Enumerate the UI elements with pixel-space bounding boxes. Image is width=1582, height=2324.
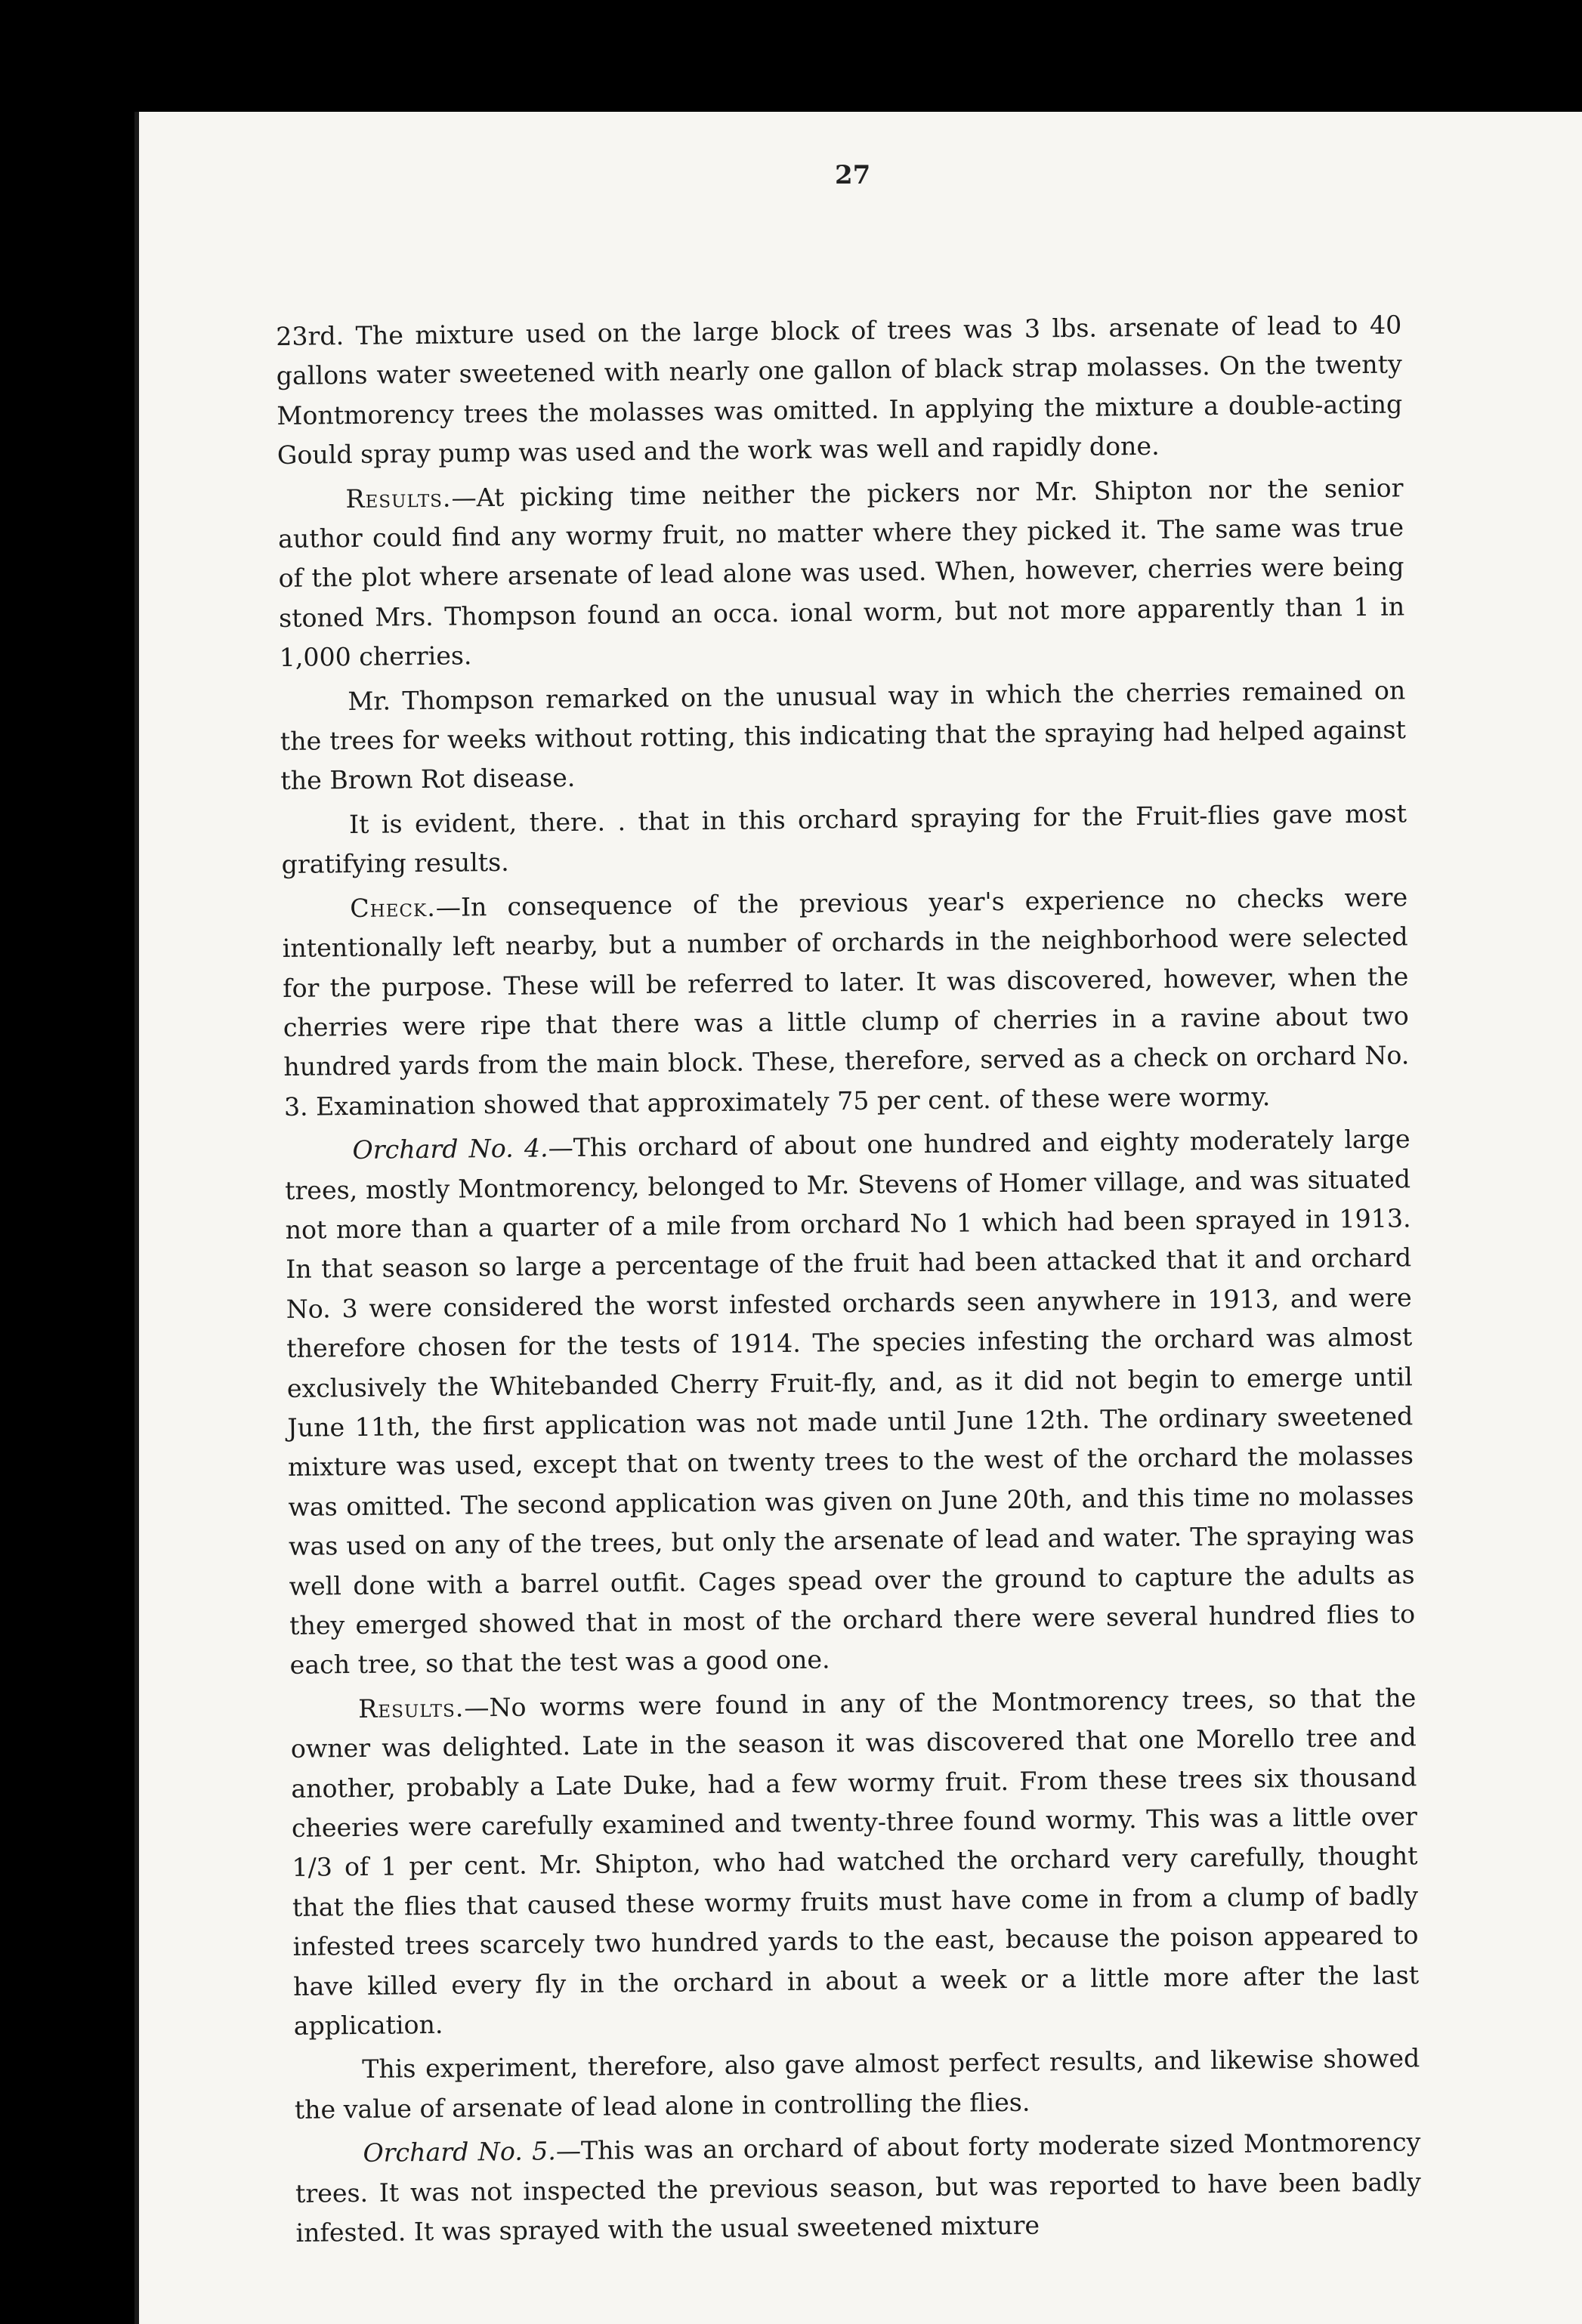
paragraph [282,878,1410,1127]
paragraph-text: —In consequence of the previous year's experience no checks were intentionally left nearby, but a number of orchards in the neighborhood were selected for the purpose. These will be referred to later. It was discovered, however, when the cherries were ripe that there was a little clump of cherries in a ravine about two hundred yards from the main block. These, therefore, served as a check on orchard No. 3. Examination showed that approximately 75 per cent. of these were wormy. [282,882,1410,1122]
section-lead: Check. [349,892,436,923]
paragraph [294,2039,1420,2130]
paragraph [277,468,1405,678]
body-text [276,305,1422,2253]
paragraph-text: —No worms were found in any of the Montmorency trees, so that the owner was delighted. Late in the season it was discovered that one Morello tree and another, probably a Late Duke, had a few wormy fruit. From these trees six thousand cheeries were carefully examined and twenty-three found wormy. This was a little over 1/3 of 1 per cent. Mr. Shipton, who had watched the orchard very carefully, thought that the flies that caused these wormy fruits must have come in from a clump of badly infested trees scarcely two hundred yards to the east, because the poison appeared to have killed every fly in the orchard in about a week or a little more after the last application. [290,1683,1420,2041]
paragraph [290,1678,1420,2046]
paragraph-text: It is evident, there. . that in this orchard spraying for the Fruit-flies gave most gratifying results. [281,798,1407,880]
section-lead: Orchard No. 4. [352,1133,548,1165]
paragraph [280,671,1407,801]
section-lead: Results. [358,1693,465,1724]
paragraph-text: —This was an orchard of about forty moderate sized Montmorency trees. It was not inspected the previous season, but was reported to have been badly infested. It was sprayed with the usual sweetened mixture [295,2127,1422,2248]
paragraph [295,2123,1422,2254]
paragraph-text: 23rd. The mixture used on the large block of trees was 3 lbs. arsenate of lead to 40 gallons water sweetened with nearly one gallon of black strap molasses. On the twenty Montmorency trees the molasses was omitted. In applying the mixture a double-acting Gould spray pump was used and the work was well and rapidly done. [276,310,1403,471]
section-lead: Results. [345,483,452,514]
paragraph-text: —This orchard of about one hundred and eighty moderately large trees, mostly Montmorency, belonged to Mr. Stevens of Homer village, and was situated not more than a quarter of a mile from orchard No 1 which had been sprayed in 1913. In that season so large a percentage of the fruit had been attacked that it and orchard No. 3 were considered the worst infested orchards seen anywhere in 1913, and were therefore chosen for the tests of 1914. The species infesting the orchard was almost exclusively the Whitebanded Cherry Fruit-fly, and, as it did not begin to emerge until June 11th, the first application was not made until June 12th. The ordinary sweetened mixture was used, except that on twenty trees to the west of the orchard the molasses was omitted. The second application was given on June 20th, and this time no molasses was used on any of the trees, but only the arsenate of lead and water. The spraying was well done with a barrel outfit. Cages spead over the ground to capture the adults as they emerged showed that in most of the orchard there were several hundred flies to each tree, so that the test was a good one. [284,1124,1416,1681]
paragraph [276,305,1403,475]
paragraph-text: Mr. Thompson remarked on the unusual way in which the cherries remained on the trees for weeks without rotting, this indicating that the spraying had helped against the Brown Rot disease. [280,675,1407,796]
paragraph-text: —At picking time neither the pickers nor Mr. Shipton nor the senior author could find any wormy fruit, no matter where they picked it. The same was true of the plot where arsenate of lead alone was used. When, however, cherries were being stoned Mrs. Thompson found an occa. ional worm, but not more apparently than 1 in 1,000 cherries. [277,473,1405,673]
paragraph [284,1119,1416,1685]
paragraph-text: This experiment, therefore, also gave almost perfect results, and likewise showed the value of arsenate of lead alone in controlling the flies. [294,2043,1420,2125]
page-number: 27 [835,160,871,190]
section-lead: Orchard No. 5. [363,2136,557,2168]
paragraph [281,794,1407,884]
